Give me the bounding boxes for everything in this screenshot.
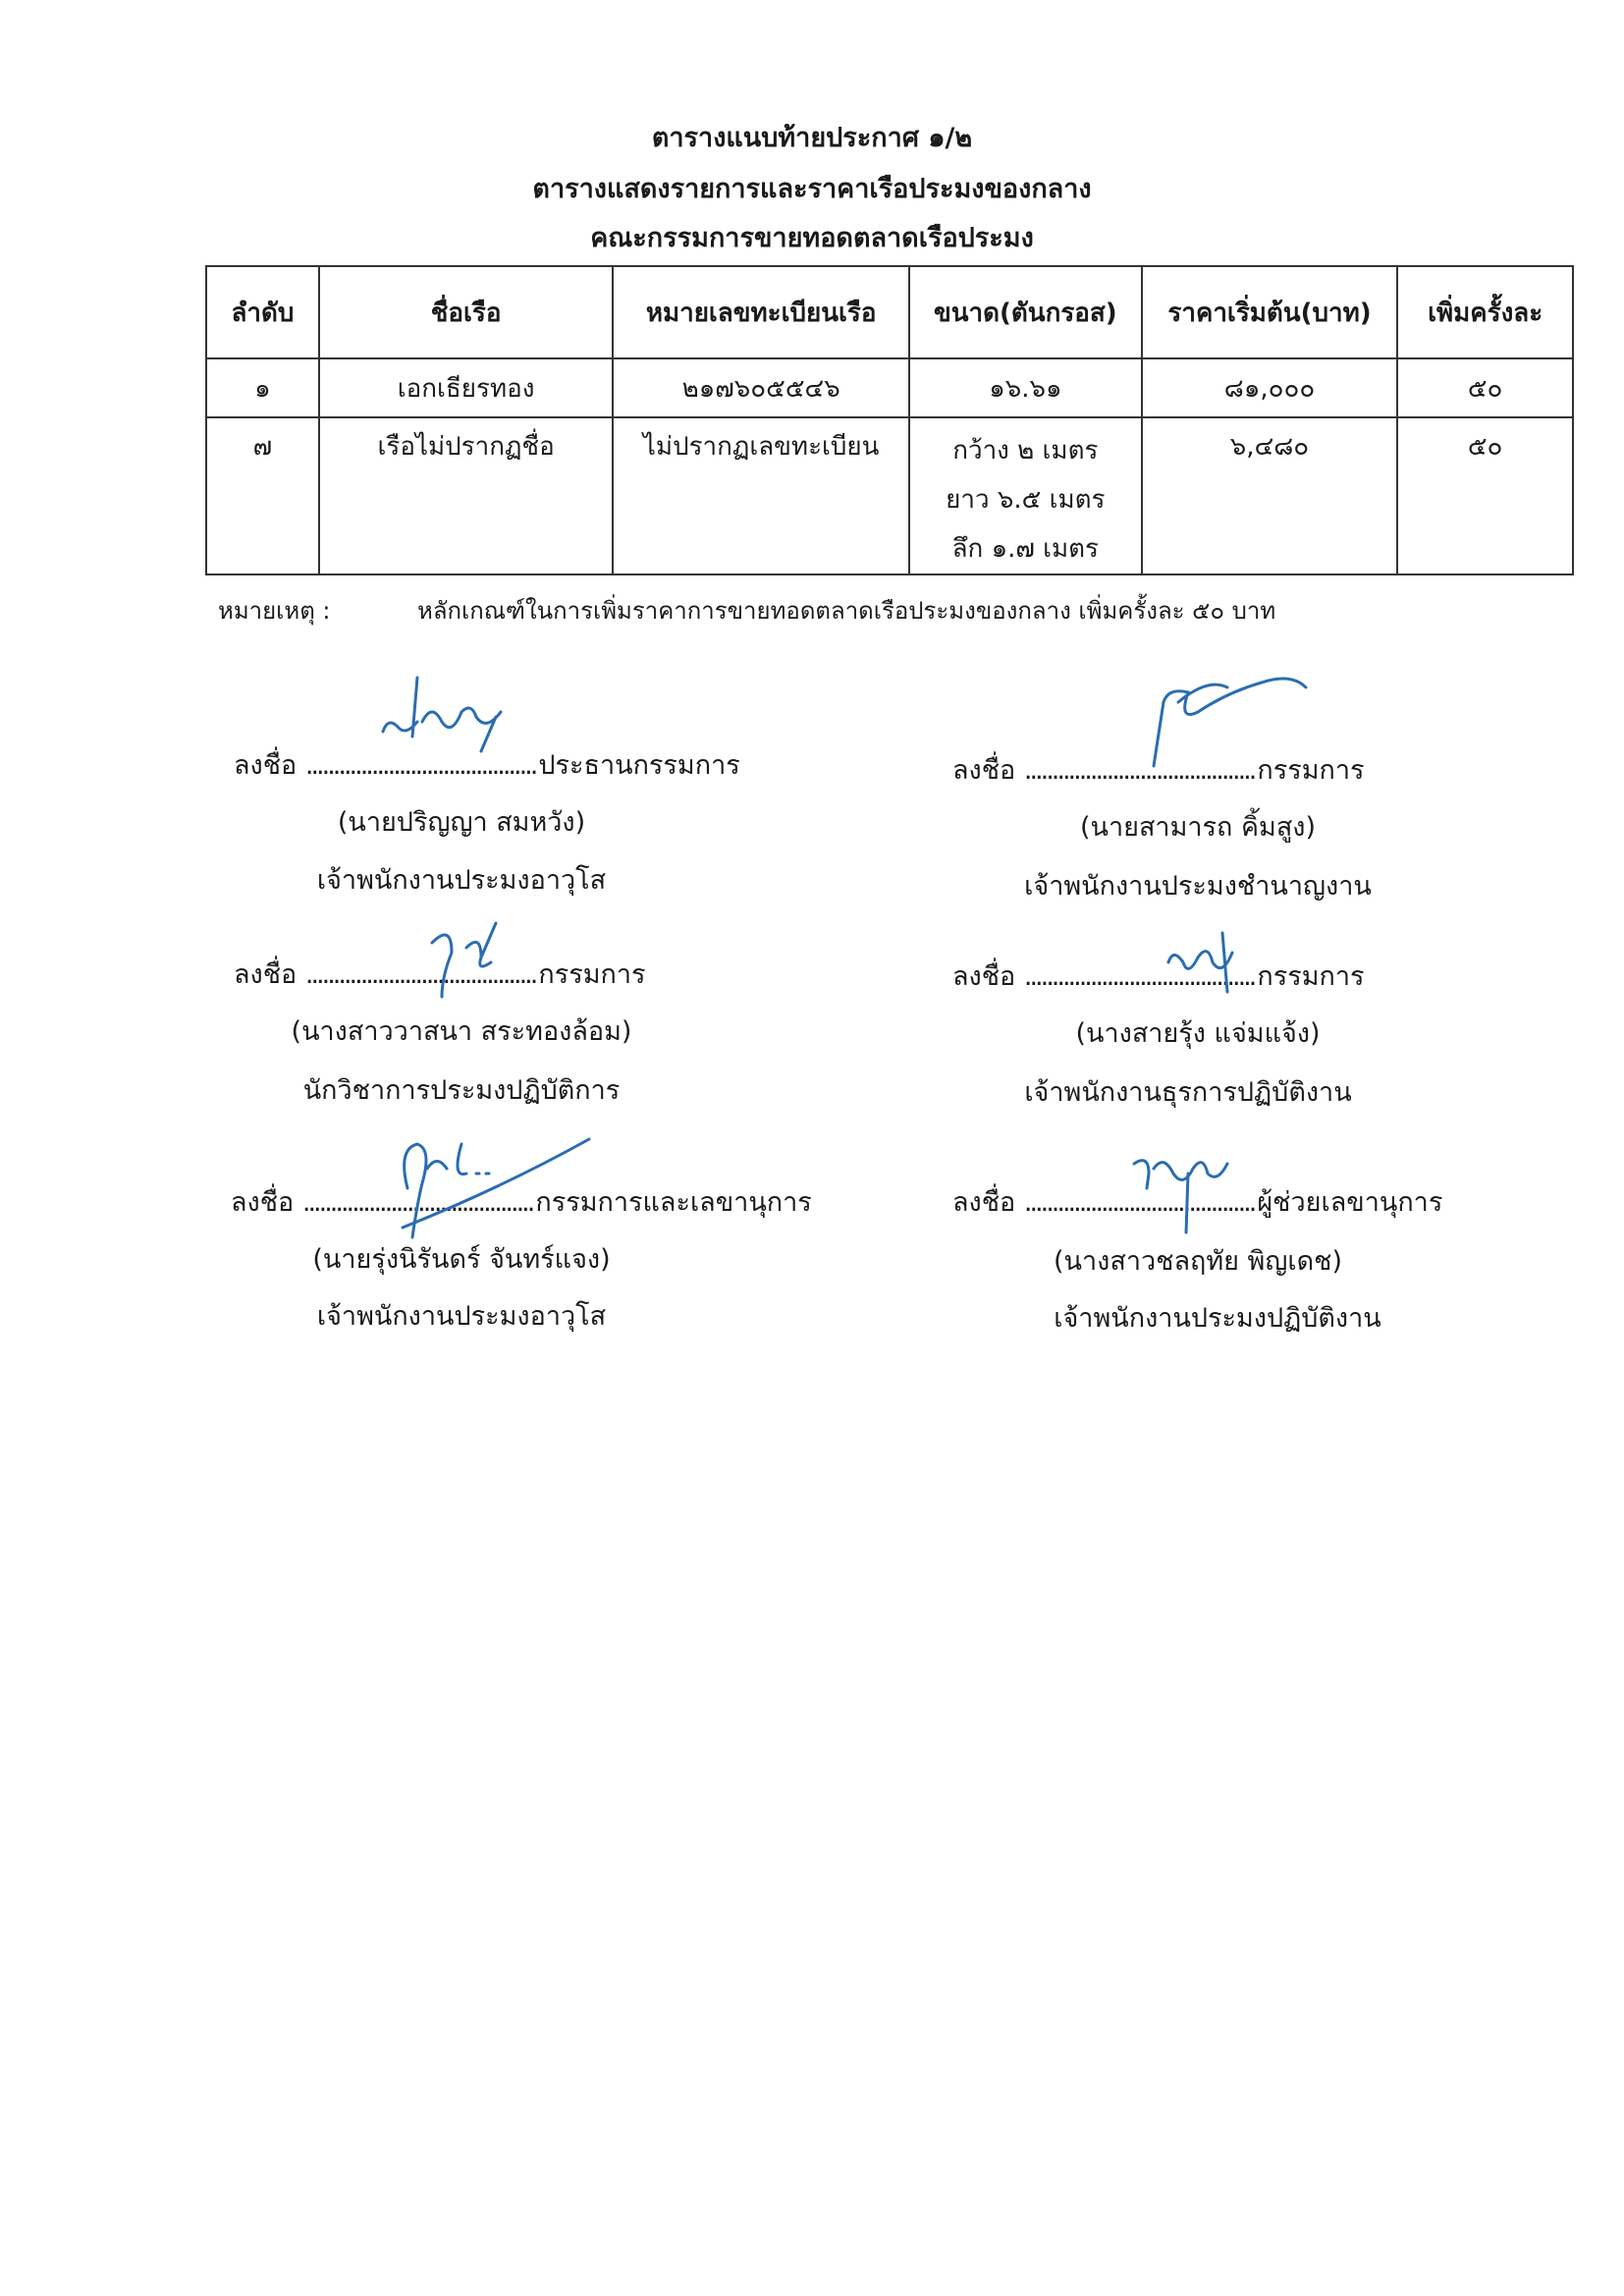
signer-position: เจ้าพนักงานธุรการปฏิบัติงาน <box>1024 1077 1352 1108</box>
table-title: ตารางแสดงรายการและราคาเรือประมงของกลาง <box>532 174 1092 204</box>
col-header-name: ชื่อเรือ <box>319 266 613 358</box>
note-label: หมายเหตุ : <box>218 597 331 625</box>
cell-no: ๗ <box>206 417 319 574</box>
signer-name: (นายปริญญา สมหวัง) <box>337 807 586 838</box>
document-title: ตารางแนบท้ายประกาศ ๑/๒ <box>651 123 973 153</box>
signer-name: (นางสาวชลฤทัย พิญเดช) <box>1054 1246 1342 1277</box>
note-text: หลักเกณฑ์ในการเพิ่มราคาการขายทอดตลาดเรือประมงของกลาง เพิ่มครั้งละ ๕๐ บาท <box>417 597 1276 625</box>
signer-name: (นางสายรุ้ง แจ่มแจ้ง) <box>1075 1018 1321 1049</box>
boat-price-table <box>205 265 1574 575</box>
signature-mark-icon <box>373 678 530 766</box>
size-width: กว้าง ๒ เมตร <box>952 436 1099 465</box>
signature-line-member: ลงชื่อ .......................................... กรรมการ <box>952 755 1365 786</box>
committee-title: คณะกรรมการขายทอดตลาดเรือประมง <box>590 223 1034 253</box>
cell-size: ๑๖.๖๑ <box>909 358 1142 417</box>
signature-line-chairman: ลงชื่อ .......................................... ประธานกรรมการ <box>234 750 740 781</box>
signer-name: (นายสามารถ คิ้มสูง) <box>1079 812 1317 843</box>
size-depth: ลึก ๑.๗ เมตร <box>951 534 1100 564</box>
signature-mark-icon <box>1129 1149 1237 1237</box>
signature-line-assistant-secretary: ลงชื่อ .......................................... ผู้ช่วยเลขานุการ <box>952 1187 1443 1218</box>
cell-reg: ๒๑๗๖๐๕๕๔๖ <box>613 358 909 417</box>
signer-position: นักวิชาการประมงปฏิบัติการ <box>302 1075 621 1106</box>
col-header-price: ราคาเริ่มต้น(บาท) <box>1142 266 1398 358</box>
cell-size <box>909 417 1142 574</box>
size-length: ยาว ๖.๕ เมตร <box>946 485 1106 515</box>
cell-price: ๖,๔๘๐ <box>1142 417 1398 574</box>
col-header-reg: หมายเลขทะเบียนเรือ <box>613 266 909 358</box>
signature-mark-icon <box>1139 663 1316 771</box>
cell-reg: ไม่ปรากฏเลขทะเบียน <box>613 417 909 574</box>
col-header-step: เพิ่มครั้งละ <box>1397 266 1573 358</box>
signature-mark-icon <box>412 918 530 997</box>
signer-position: เจ้าพนักงานประมงอาวุโส <box>316 865 607 896</box>
signature-line-member: ลงชื่อ .......................................... กรรมการ <box>952 961 1365 992</box>
col-header-no: ลำดับ <box>206 266 319 358</box>
signer-name: (นางสาววาสนา สระทองล้อม) <box>291 1016 632 1047</box>
signer-position: เจ้าพนักงานประมงชำนาญงาน <box>1024 871 1372 902</box>
table-header-row <box>206 266 1573 358</box>
table-row <box>206 358 1573 417</box>
cell-name: เรือไม่ปรากฏชื่อ <box>319 417 613 574</box>
signer-name: (นายรุ่งนิรันดร์ จันทร์แจง) <box>312 1244 611 1275</box>
signer-position: เจ้าพนักงานประมงปฏิบัติงาน <box>1054 1303 1381 1334</box>
cell-price: ๘๑,๐๐๐ <box>1142 358 1398 417</box>
signature-mark-icon <box>1164 933 1262 1002</box>
cell-step: ๕๐ <box>1397 358 1573 417</box>
cell-step: ๕๐ <box>1397 417 1573 574</box>
signature-line-secretary: ลงชื่อ .......................................... กรรมการและเลขานุการ <box>231 1187 812 1218</box>
signer-position: เจ้าพนักงานประมงอาวุโส <box>316 1301 607 1332</box>
signature-mark-icon <box>388 1129 614 1237</box>
cell-name: เอกเธียรทอง <box>319 358 613 417</box>
table-row <box>206 417 1573 574</box>
signature-line-member: ลงชื่อ .......................................... กรรมการ <box>234 959 646 990</box>
col-header-size: ขนาด(ตันกรอส) <box>909 266 1142 358</box>
cell-no: ๑ <box>206 358 319 417</box>
